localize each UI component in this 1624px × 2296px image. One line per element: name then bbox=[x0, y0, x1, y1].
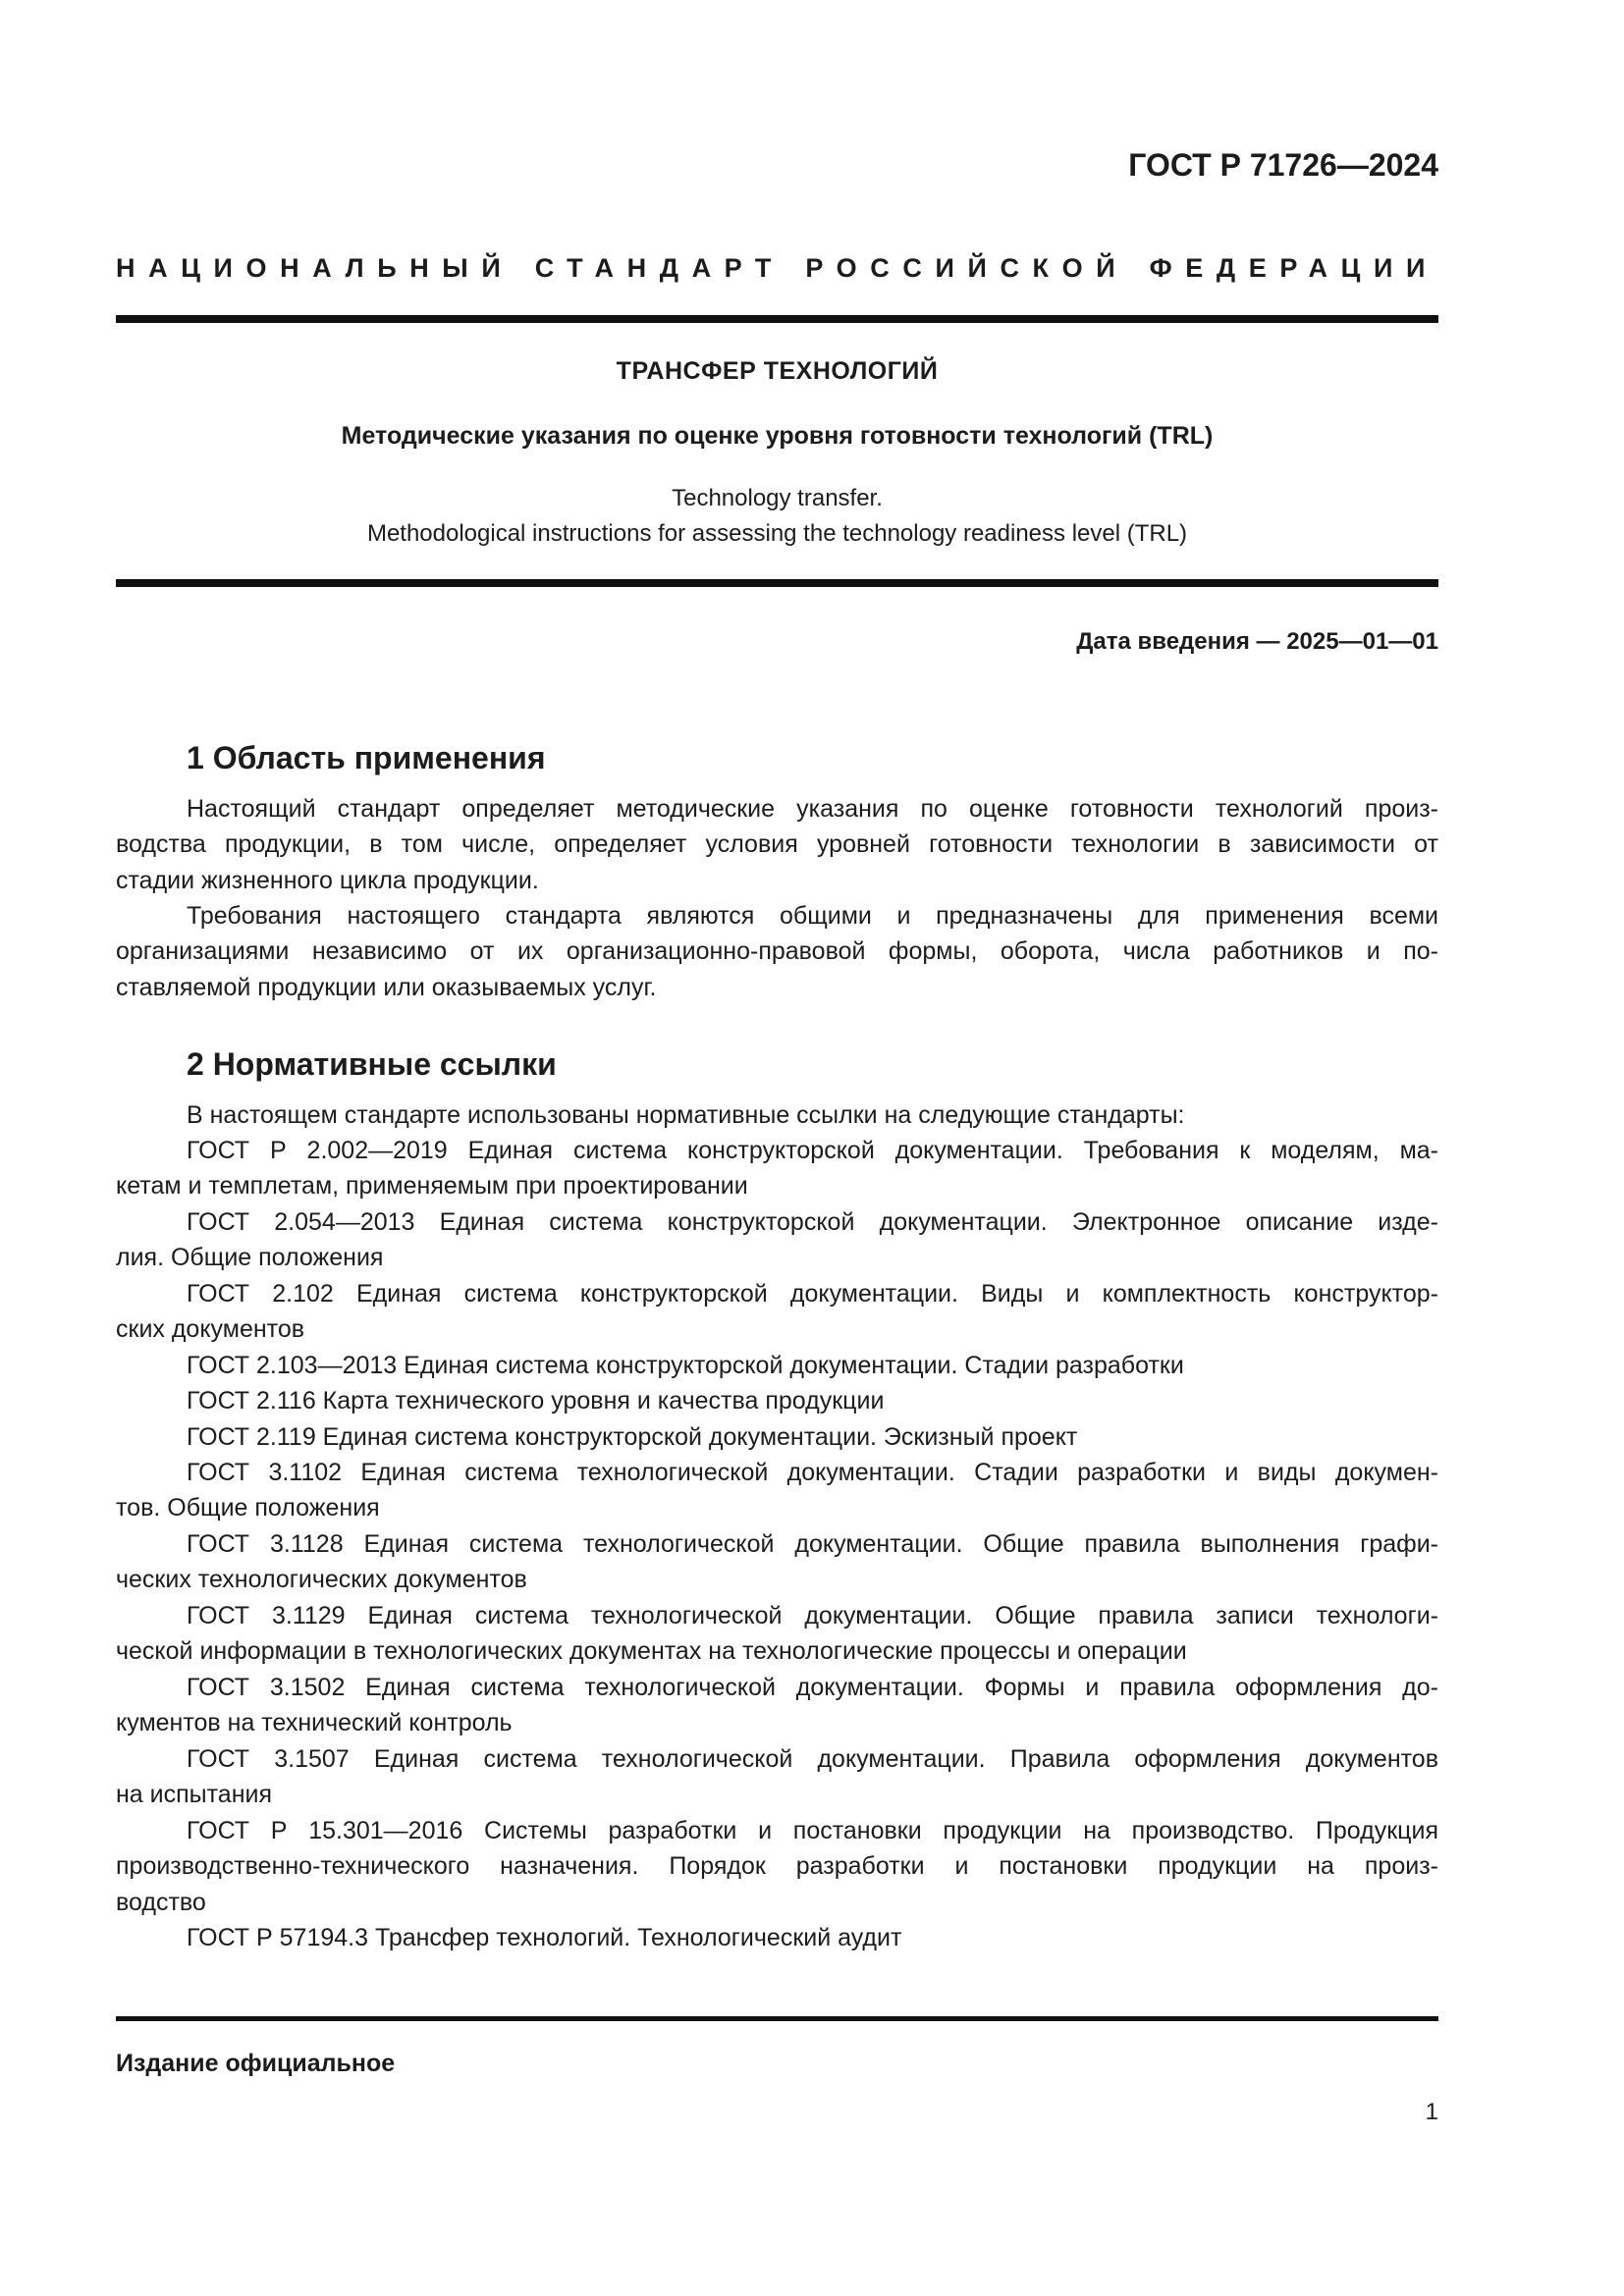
text-line: водство bbox=[116, 1888, 206, 1916]
reference-item: ГОСТ 2.116 Карта технического уровня и качества продукции bbox=[187, 1387, 885, 1415]
page-number: 1 bbox=[1425, 2099, 1438, 2125]
reference-item bbox=[116, 1455, 1438, 1526]
national-standard-banner: НАЦИОНАЛЬНЫЙ СТАНДАРТ РОССИЙСКОЙ ФЕДЕРАЦИИ bbox=[116, 253, 1438, 283]
reference-item bbox=[116, 1670, 1438, 1741]
reference-item bbox=[116, 1276, 1438, 1348]
section-1-heading: 1 Область применения bbox=[187, 740, 546, 775]
document-number: ГОСТ Р 71726—2024 bbox=[1128, 147, 1438, 183]
footer-divider bbox=[116, 2016, 1438, 2021]
english-title-line-2: Methodological instructions for assessing the technology readiness level (TRL) bbox=[366, 520, 1188, 547]
document-title: ТРАНСФЕР ТЕХНОЛОГИЙ bbox=[616, 357, 939, 385]
document-subtitle: Методические указания по оценке уровня готовности технологий (TRL) bbox=[341, 422, 1214, 450]
english-title bbox=[116, 481, 1438, 552]
title-divider bbox=[116, 579, 1438, 587]
reference-item bbox=[116, 1133, 1438, 1204]
section-1-paragraph-1 bbox=[116, 791, 1438, 898]
reference-item: ГОСТ Р 57194.3 Трансфер технологий. Технологический аудит bbox=[187, 1924, 902, 1951]
top-divider bbox=[116, 315, 1438, 323]
text-line: на испытания bbox=[116, 1781, 273, 1809]
reference-item: ГОСТ 2.103—2013 Единая система конструкторской документации. Стадии разработки bbox=[187, 1352, 1184, 1379]
section-2-intro: В настоящем стандарте использованы нормативные ссылки на следующие стандарты: bbox=[187, 1101, 1185, 1129]
text-line: ГОСТ 3.1102 Единая система технологической документации. Стадии разработки и виды докумен- bbox=[187, 1459, 1438, 1486]
text-line: ских документов bbox=[116, 1315, 305, 1344]
text-line: водства продукции, в том числе, определяет условия уровней готовности технологии в зависимости от bbox=[116, 830, 1438, 859]
english-title-line-1: Technology transfer. bbox=[672, 485, 883, 511]
text-line: тов. Общие положения bbox=[116, 1494, 380, 1522]
reference-item bbox=[116, 1813, 1438, 1920]
text-line: Требования настоящего стандарта являются общими и предназначены для применения всеми bbox=[187, 902, 1438, 930]
text-line: ГОСТ 3.1129 Единая система технологической документации. Общие правила записи технологи- bbox=[187, 1602, 1438, 1629]
text-line: ГОСТ 2.102 Единая система конструкторской документации. Виды и комплектность конструктор- bbox=[187, 1280, 1438, 1308]
text-line: ГОСТ 2.054—2013 Единая система конструкторской документации. Электронное описание изде- bbox=[187, 1208, 1438, 1236]
text-line: ставляемой продукции или оказываемых услуг. bbox=[116, 973, 657, 1001]
text-line: стадии жизненного цикла продукции. bbox=[116, 866, 539, 894]
text-line: ГОСТ 3.1128 Единая система технологической документации. Общие правила выполнения графи- bbox=[187, 1530, 1438, 1558]
text-line: кетам и темплетам, применяемым при проектировании bbox=[116, 1172, 748, 1201]
text-line: кументов на технический контроль bbox=[116, 1709, 513, 1737]
text-line: ГОСТ 3.1502 Единая система технологической документации. Формы и правила оформления до- bbox=[187, 1674, 1438, 1701]
text-line: ГОСТ Р 2.002—2019 Единая система конструкторской документации. Требования к моделям, ма- bbox=[187, 1137, 1438, 1164]
section-1-paragraph-2 bbox=[116, 898, 1438, 1005]
text-line: ческой информации в технологических документах на технологические процессы и операции bbox=[116, 1637, 1187, 1666]
text-line: ческих технологических документов bbox=[116, 1566, 527, 1594]
text-line: производственно-технического назначения. Порядок разработки и постановки продукции на произ- bbox=[116, 1852, 1438, 1881]
section-2-heading: 2 Нормативные ссылки bbox=[187, 1046, 557, 1082]
text-line: организациями независимо от их организационно-правовой формы, оборота, числа работников и по- bbox=[116, 937, 1438, 966]
introduction-date: Дата введения — 2025—01—01 bbox=[1076, 628, 1438, 655]
reference-item: ГОСТ 2.119 Единая система конструкторской документации. Эскизный проект bbox=[187, 1423, 1078, 1451]
reference-item bbox=[116, 1526, 1438, 1598]
text-line: лия. Общие положения bbox=[116, 1244, 384, 1272]
reference-item bbox=[116, 1741, 1438, 1813]
text-line: ГОСТ Р 15.301—2016 Системы разработки и постановки продукции на производство. Продукция bbox=[187, 1817, 1438, 1844]
text-line: Настоящий стандарт определяет методические указания по оценке готовности технологий произ- bbox=[187, 795, 1438, 823]
reference-item bbox=[116, 1204, 1438, 1276]
reference-item bbox=[116, 1598, 1438, 1670]
official-edition-label: Издание официальное bbox=[116, 2050, 396, 2077]
text-line: ГОСТ 3.1507 Единая система технологической документации. Правила оформления документов bbox=[187, 1745, 1438, 1773]
